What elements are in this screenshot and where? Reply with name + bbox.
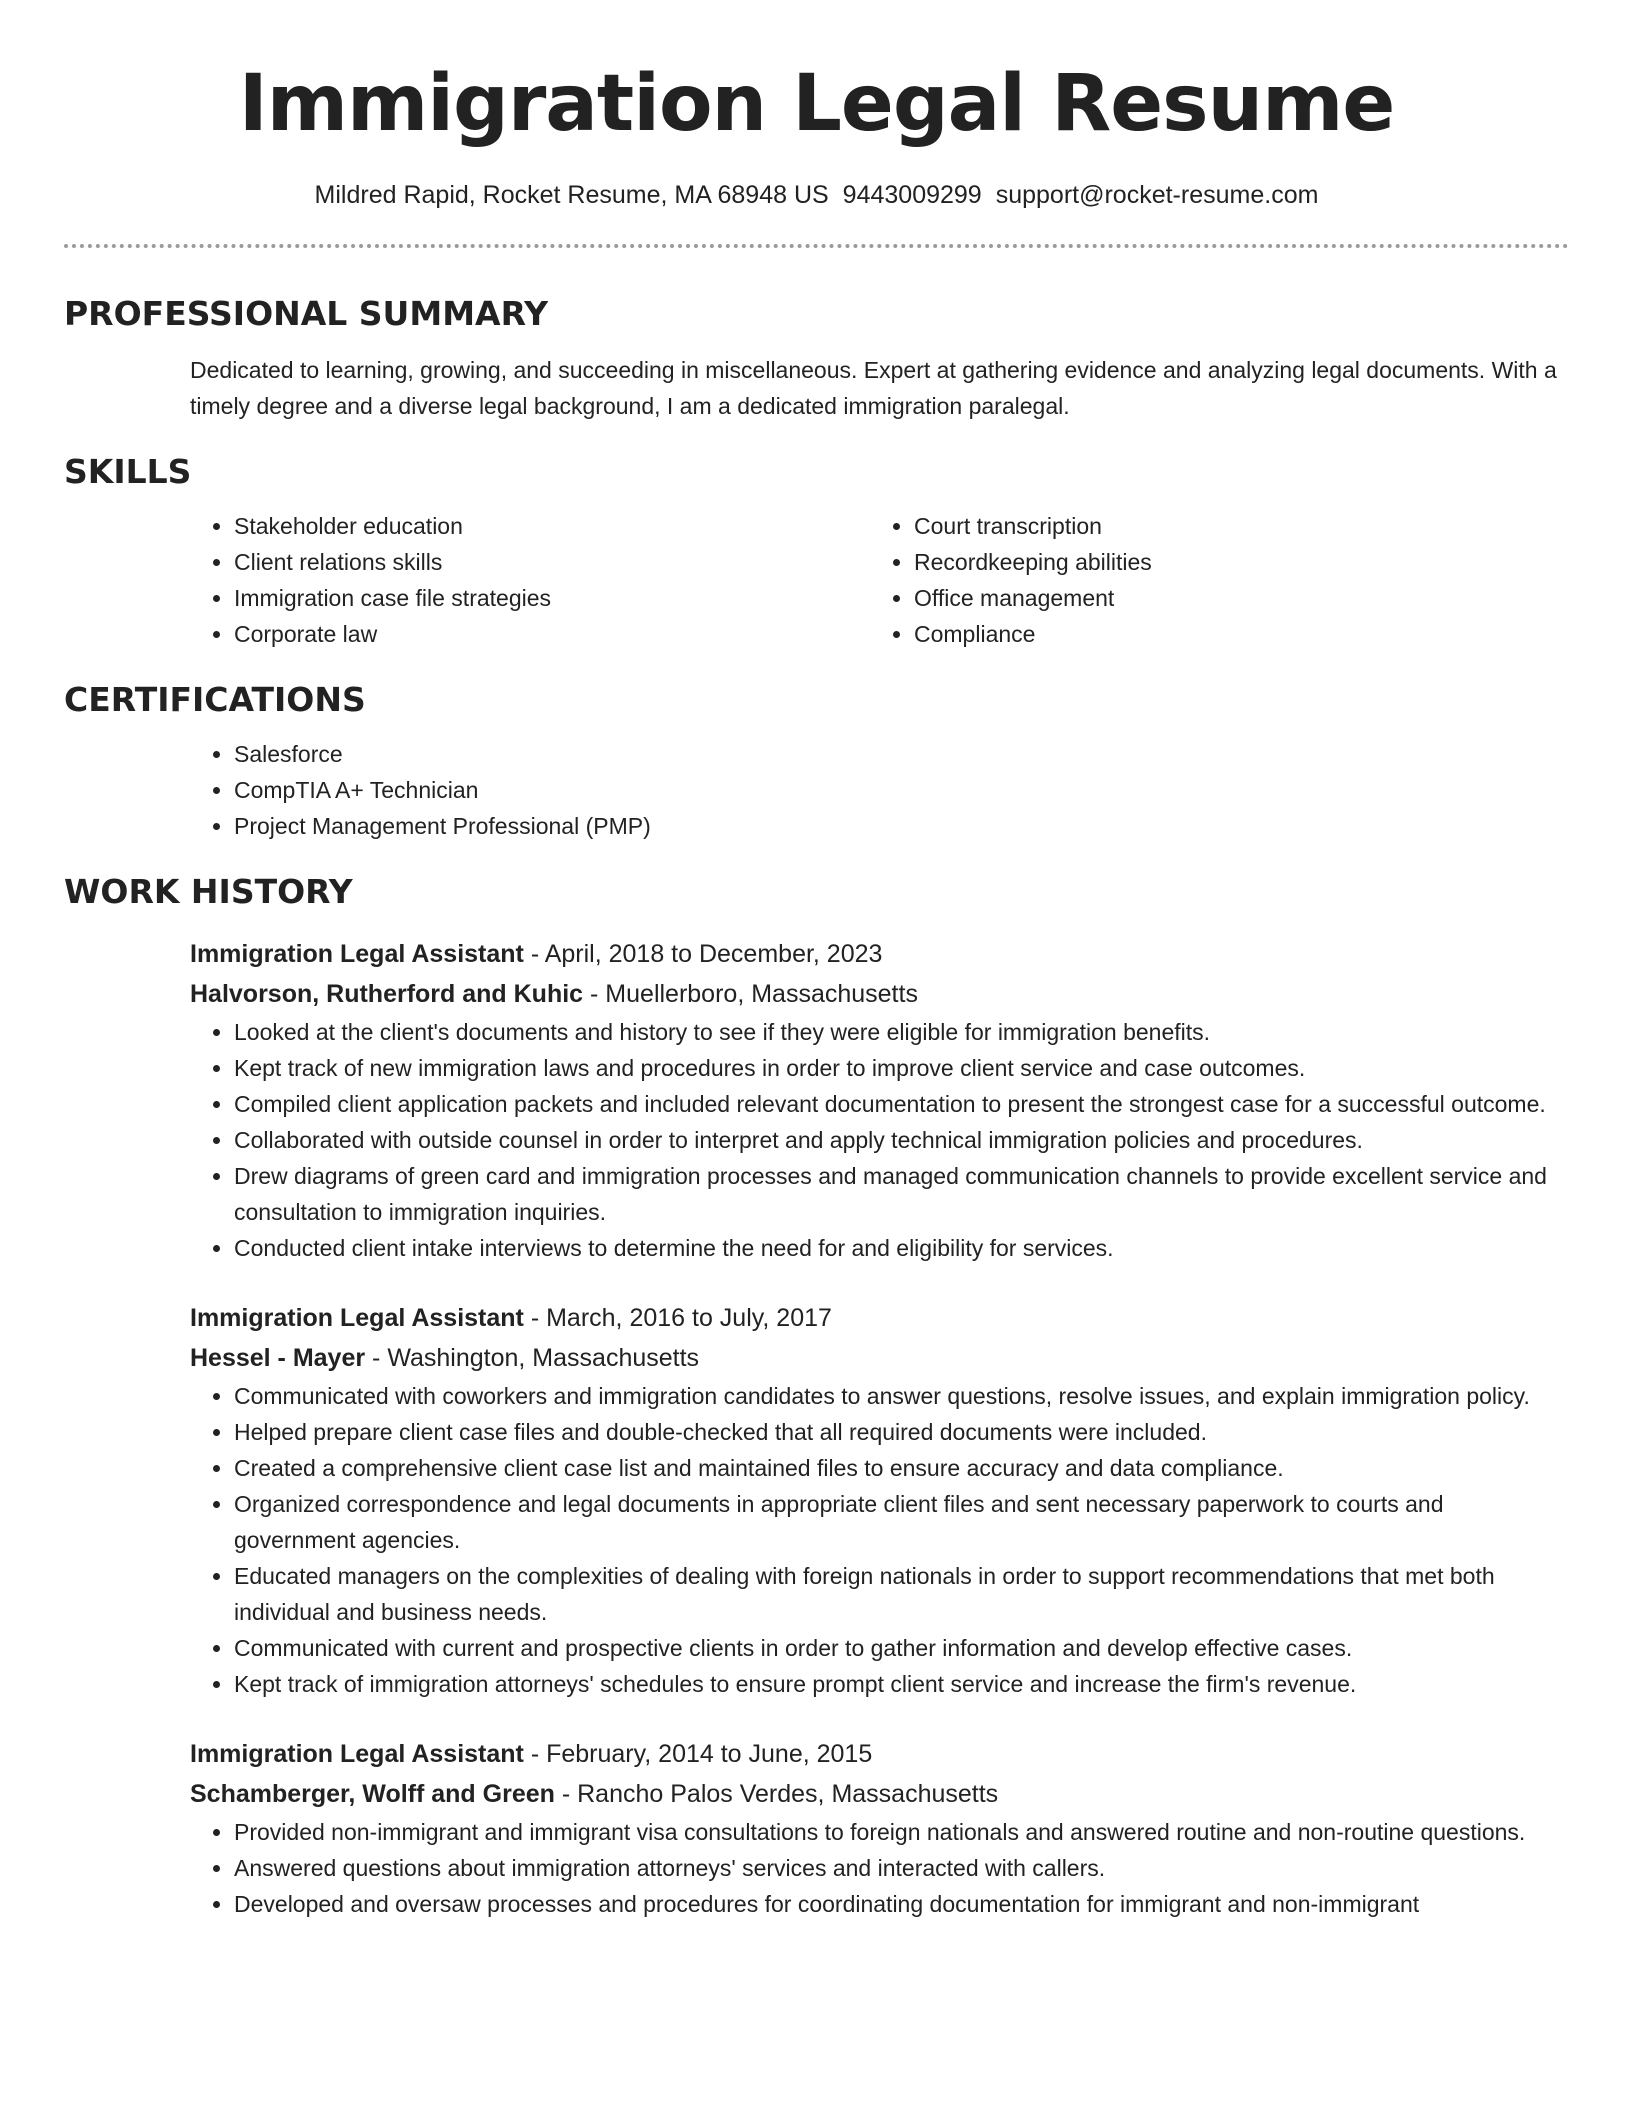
job-duty: • Compiled client application packets and included relevant documentation to present the strongest case for a successful outcome. [234,1086,1569,1122]
job-location: - Washington, Massachusetts [365,1344,700,1372]
certification-item: • CompTIA A+ Technician [234,772,1569,808]
job-duty: • Drew diagrams of green card and immigration processes and managed communication channels to provide excellent service and consultation to immigration inquiries. [234,1158,1569,1230]
job-duty: • Answered questions about immigration attorneys' services and interacted with callers. [234,1850,1569,1886]
job-duty: • Helped prepare client case files and double-checked that all required documents were included. [234,1414,1569,1450]
job-duty: • Collaborated with outside counsel in order to interpret and apply technical immigration policies and procedures. [234,1122,1569,1158]
certifications-list [190,736,1569,844]
certification-item: • Salesforce [234,736,1569,772]
resume-page [64,0,1569,1922]
job-title: Immigration Legal Assistant [190,1304,524,1332]
work-history-section [64,870,1569,1922]
job-dates: - March, 2016 to July, 2017 [523,1304,832,1332]
job-duties-list [190,1014,1569,1266]
skill-item: • Office management [914,580,1550,616]
skills-section [64,450,1569,652]
summary-heading: PROFESSIONAL SUMMARY [64,294,549,333]
skill-item: • Recordkeeping abilities [914,544,1550,580]
skills-column-right [870,508,1550,652]
skill-item: • Compliance [914,616,1550,652]
skill-item: • Immigration case file strategies [234,580,870,616]
contact-line [64,178,1569,212]
certifications-list-wrapper [190,736,1569,844]
summary-text: Dedicated to learning, growing, and succeeding in miscellaneous. Expert at gathering evidence and analyzing legal documents. With a timely degree and a diverse legal background, I am a dedicated immigration paralegal. [190,357,1557,419]
job-duty: • Provided non-immigrant and immigrant visa consultations to foreign nationals and answered routine and non-routine questions. [234,1814,1569,1850]
job-title: Immigration Legal Assistant [190,1740,524,1768]
certifications-section [64,678,1569,844]
job-duty: • Developed and oversaw processes and procedures for coordinating documentation for immigrant and non-immigrant [234,1886,1569,1922]
summary-section [64,292,1569,424]
job-dates: - April, 2018 to December, 2023 [523,940,883,968]
contact-address: Mildred Rapid, Rocket Resume, MA 68948 US [314,181,829,209]
skill-item: • Corporate law [234,616,870,652]
job-duties-list [190,1378,1569,1702]
job-title-line [190,1298,1569,1338]
job-entry [190,1298,1569,1702]
skill-item: • Stakeholder education [234,508,870,544]
header-divider [64,244,1569,248]
skills-column-left [190,508,870,652]
job-title: Immigration Legal Assistant [190,940,524,968]
job-duty: • Kept track of new immigration laws and procedures in order to improve client service and case outcomes. [234,1050,1569,1086]
job-company-line [190,1774,1569,1814]
job-duty: • Conducted client intake interviews to determine the need for and eligibility for services. [234,1230,1569,1266]
job-company-line [190,974,1569,1014]
work-history-heading: WORK HISTORY [64,872,353,911]
job-company: Hessel - Mayer [190,1344,366,1372]
job-entry [190,934,1569,1266]
job-location: - Rancho Palos Verdes, Massachusetts [554,1780,999,1808]
skills-list-right [870,508,1550,652]
skills-heading: SKILLS [64,452,192,491]
certification-item: • Project Management Professional (PMP) [234,808,1569,844]
job-duty: • Kept track of immigration attorneys' schedules to ensure prompt client service and increase the firm's revenue. [234,1666,1569,1702]
job-duty: • Created a comprehensive client case list and maintained files to ensure accuracy and data compliance. [234,1450,1569,1486]
job-duties-list [190,1814,1569,1922]
job-title-line [190,1734,1569,1774]
contact-phone: 9443009299 [842,181,982,209]
skills-grid [190,508,1569,652]
job-duty: • Organized correspondence and legal documents in appropriate client files and sent necessary paperwork to courts and government agencies. [234,1486,1569,1558]
job-duty: • Communicated with coworkers and immigration candidates to answer questions, resolve issues, and explain immigration policy. [234,1378,1569,1414]
job-company: Halvorson, Rutherford and Kuhic [190,980,584,1008]
contact-email: support@rocket-resume.com [995,181,1319,209]
job-title-line [190,934,1569,974]
job-duty: • Communicated with current and prospective clients in order to gather information and develop effective cases. [234,1630,1569,1666]
job-duty: • Looked at the client's documents and history to see if they were eligible for immigration benefits. [234,1014,1569,1050]
job-duty: • Educated managers on the complexities of dealing with foreign nationals in order to support recommendations that met both individual and business needs. [234,1558,1569,1630]
certifications-heading: CERTIFICATIONS [64,680,366,719]
skill-item: • Court transcription [914,508,1550,544]
job-company-line [190,1338,1569,1378]
resume-title: Immigration Legal Resume [238,59,1395,149]
job-entry [190,1734,1569,1922]
skill-item: • Client relations skills [234,544,870,580]
job-dates: - February, 2014 to June, 2015 [523,1740,873,1768]
job-location: - Muellerboro, Massachusetts [583,980,918,1008]
job-company: Schamberger, Wolff and Green [190,1780,555,1808]
skills-list-left [190,508,870,652]
